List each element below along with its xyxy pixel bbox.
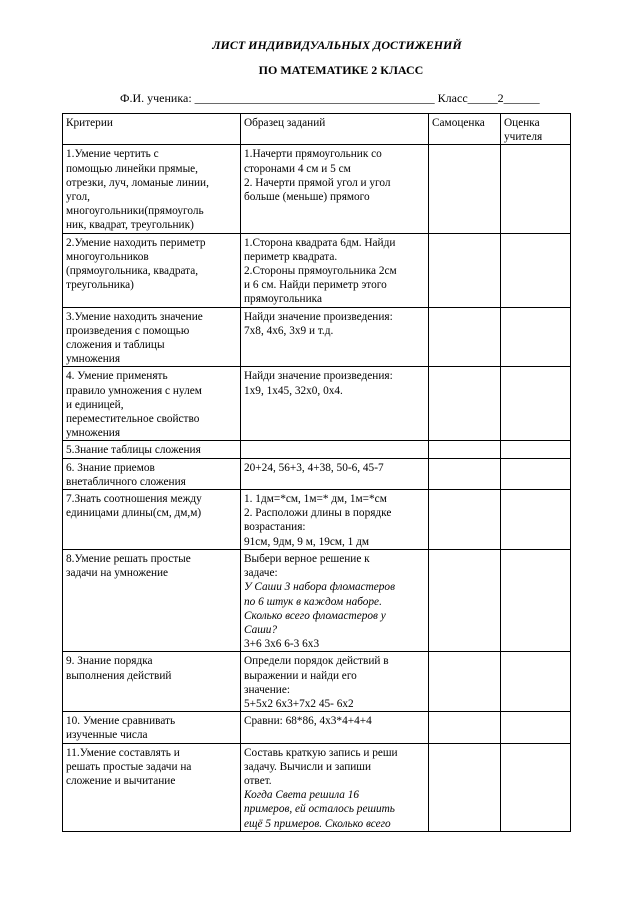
header-teacher-grade-line1: Оценка <box>504 117 540 129</box>
sample-task-text-line: задаче: <box>244 567 278 580</box>
self-assessment-cell[interactable] <box>429 233 501 307</box>
criteria-text-line: (прямоугольника, квадрата, <box>66 265 199 278</box>
self-assessment-cell[interactable] <box>429 145 501 233</box>
sample-task-cell <box>241 652 429 712</box>
criteria-text-line: и единицей, <box>66 398 124 411</box>
sample-task-cell <box>241 367 429 441</box>
criteria-text-line: 5.Знание таблицы сложения <box>66 444 201 457</box>
criteria-text-line: умножения <box>66 353 121 366</box>
document-title: ЛИСТ ИНДИВИДУАЛЬНЫХ ДОСТИЖЕНИЙ <box>212 38 462 52</box>
sample-task-text-line: 20+24, 56+3, 4+38, 50-6, 45-7 <box>244 461 384 474</box>
table-row <box>63 367 571 441</box>
criteria-cell <box>63 367 241 441</box>
criteria-text-line: 11.Умение составлять и <box>66 746 180 759</box>
sample-task-text-line: Когда Света решила 16 <box>244 789 360 802</box>
self-assessment-cell[interactable] <box>429 712 501 743</box>
criteria-text-line: 4. Умение применять <box>66 370 168 383</box>
sample-task-text-line: 3+6 3х6 6-3 6х3 <box>244 638 320 651</box>
table-header-row <box>63 114 571 145</box>
criteria-text-line: ник, квадрат, треугольник) <box>66 219 194 232</box>
sample-task-cell <box>241 490 429 550</box>
header-teacher-grade-line2: учителя <box>504 131 543 144</box>
table-row <box>63 233 571 307</box>
criteria-text-line: 3.Умение находить значение <box>66 310 203 323</box>
teacher-grade-cell[interactable] <box>501 145 571 233</box>
criteria-cell <box>63 743 241 831</box>
criteria-text-line: 8.Умение решать простые <box>66 552 191 565</box>
criteria-text-line: выполнения действий <box>66 669 172 682</box>
sample-task-cell <box>241 458 429 489</box>
sample-task-text-line: значение: <box>244 683 291 696</box>
sample-task-cell <box>241 743 429 831</box>
teacher-grade-cell[interactable] <box>501 743 571 831</box>
sample-task-text-line: примеров, ей осталось решить <box>244 803 395 816</box>
class-value[interactable]: 2 <box>497 91 504 105</box>
table-row <box>63 145 571 233</box>
class-field-blank-right: ______ <box>503 91 540 105</box>
criteria-text-line: помощью линейки прямые, <box>66 162 199 175</box>
criteria-text-line: внетабличного сложения <box>66 475 186 488</box>
sample-task-text-line: 1.Начерти прямоугольник со <box>244 148 382 161</box>
table-row <box>63 549 571 651</box>
table-row <box>63 458 571 489</box>
criteria-cell <box>63 549 241 651</box>
criteria-text-line: отрезки, луч, ломаные линии, <box>66 176 209 189</box>
self-assessment-cell[interactable] <box>429 307 501 367</box>
sample-task-text-line: сторонами 4 см и 5 см <box>244 162 351 175</box>
sample-task-text-line: периметр квадрата. <box>244 250 338 263</box>
criteria-text-line: 9. Знание порядка <box>66 655 153 668</box>
criteria-text-line: решать простые задачи на <box>66 760 192 773</box>
teacher-grade-cell[interactable] <box>501 652 571 712</box>
criteria-text-line: 6. Знание приемов <box>66 461 155 474</box>
sample-task-text-line: и 6 см. Найди периметр этого <box>244 279 387 292</box>
criteria-cell <box>63 233 241 307</box>
criteria-text-line: сложение и вычитание <box>66 774 176 787</box>
sample-task-cell <box>241 441 429 458</box>
criteria-text-line: треугольника) <box>66 279 134 292</box>
criteria-cell <box>63 307 241 367</box>
sample-task-text-line: Выбери верное решение к <box>244 552 370 565</box>
criteria-text-line: 2.Умение находить периметр <box>66 236 206 249</box>
criteria-cell <box>63 490 241 550</box>
criteria-text-line: сложения и таблицы <box>66 339 165 352</box>
teacher-grade-cell[interactable] <box>501 490 571 550</box>
sample-task-text-line: по 6 штук в каждом наборе. <box>244 595 382 608</box>
criteria-text-line: многоугольники(прямоуголь <box>66 205 204 218</box>
student-name-label: Ф.И. ученика: <box>120 91 192 105</box>
class-field-blank-left: _____ <box>467 91 498 105</box>
criteria-text-line: произведения с помощью <box>66 324 190 337</box>
criteria-text-line: единицами длины(см, дм,м) <box>66 507 202 520</box>
teacher-grade-cell[interactable] <box>501 307 571 367</box>
teacher-grade-cell[interactable] <box>501 549 571 651</box>
class-label: Класс <box>437 91 468 105</box>
sample-task-text-line: У Саши 3 набора фломастеров <box>244 581 395 594</box>
sample-task-text-line: Найди значение произведения: <box>244 310 393 323</box>
criteria-text-line: правило умножения с нулем <box>66 384 202 397</box>
student-name-field[interactable]: ________________________________________ <box>194 91 435 105</box>
table-body <box>63 145 571 831</box>
self-assessment-cell[interactable] <box>429 458 501 489</box>
criteria-text-line: 10. Умение сравнивать <box>66 715 176 728</box>
sample-task-text-line: 5+5х2 6х3+7х2 45- 6х2 <box>244 697 354 710</box>
sample-task-text-line: больше (меньше) прямого <box>244 191 370 204</box>
sample-task-text-line: Составь краткую запись и реши <box>244 746 398 759</box>
criteria-text-line: переместительное свойство <box>66 413 200 426</box>
sample-task-text-line: возрастания: <box>244 521 306 534</box>
table-row <box>63 743 571 831</box>
sample-task-cell <box>241 145 429 233</box>
criteria-cell <box>63 712 241 743</box>
header-criteria: Критерии <box>63 114 241 145</box>
sample-task-cell <box>241 233 429 307</box>
criteria-cell <box>63 145 241 233</box>
teacher-grade-cell[interactable] <box>501 367 571 441</box>
achievements-table <box>62 113 571 832</box>
teacher-grade-cell[interactable] <box>501 233 571 307</box>
sample-task-text-line: Саши? <box>244 623 278 636</box>
teacher-grade-cell[interactable] <box>501 712 571 743</box>
table-row <box>63 652 571 712</box>
sample-task-text-line: 1.Сторона квадрата 6дм. Найди <box>244 236 396 249</box>
criteria-text-line: умножения <box>66 427 121 440</box>
sample-task-text-line: 2. Начерти прямой угол и угол <box>244 176 391 189</box>
criteria-text-line: 7.Знать соотношения между <box>66 493 202 506</box>
criteria-cell <box>63 441 241 458</box>
sample-task-cell <box>241 307 429 367</box>
criteria-text-line: задачи на умножение <box>66 567 169 580</box>
table-row <box>63 490 571 550</box>
sample-task-text-line: 2. Расположи длины в порядке <box>244 507 392 520</box>
sample-task-text-line: Сколько всего фломастеров у <box>244 609 386 622</box>
sample-task-text-line: 7х8, 4х6, 3х9 и т.д. <box>244 324 334 337</box>
self-assessment-cell[interactable] <box>429 367 501 441</box>
table-row <box>63 712 571 743</box>
sample-task-text-line: Сравни: 68*86, 4х3*4+4+4 <box>244 715 372 728</box>
criteria-text-line: многоугольников <box>66 250 149 263</box>
sample-task-text-line: 91см, 9дм, 9 м, 19см, 1 дм <box>244 535 370 548</box>
document-subtitle: ПО МАТЕМАТИКЕ 2 КЛАСС <box>258 63 424 77</box>
self-assessment-cell[interactable] <box>429 490 501 550</box>
self-assessment-cell[interactable] <box>429 441 501 458</box>
header-sample-tasks: Образец заданий <box>241 114 429 145</box>
self-assessment-cell[interactable] <box>429 652 501 712</box>
criteria-cell <box>63 652 241 712</box>
sample-task-text-line: 2.Стороны прямоугольника 2см <box>244 265 397 278</box>
student-info-line <box>120 91 540 106</box>
header-teacher-grade <box>501 114 571 145</box>
header-self-assessment: Самоценка <box>429 114 501 145</box>
criteria-cell <box>63 458 241 489</box>
criteria-text-line: изученные числа <box>66 729 148 742</box>
sample-task-text-line: ещё 5 примеров. Сколько всего <box>244 817 391 830</box>
sample-task-text-line: выражении и найди его <box>244 669 357 682</box>
teacher-grade-cell[interactable] <box>501 441 571 458</box>
criteria-text-line: 1.Умение чертить с <box>66 148 159 161</box>
criteria-text-line: угол, <box>66 191 90 204</box>
sample-task-cell <box>241 712 429 743</box>
teacher-grade-cell[interactable] <box>501 458 571 489</box>
sample-task-text-line: задачу. Вычисли и запиши <box>244 760 372 773</box>
table-row <box>63 307 571 367</box>
sample-task-cell <box>241 549 429 651</box>
self-assessment-cell[interactable] <box>429 549 501 651</box>
sample-task-text-line: Найди значение произведения: <box>244 370 393 383</box>
self-assessment-cell[interactable] <box>429 743 501 831</box>
sample-task-text-line: 1. 1дм=*см, 1м=* дм, 1м=*см <box>244 493 387 506</box>
sample-task-text-line: 1х9, 1х45, 32х0, 0х4. <box>244 384 343 397</box>
sample-task-text-line: Определи порядок действий в <box>244 655 389 668</box>
sample-task-text-line: ответ. <box>244 774 272 787</box>
sample-task-text-line: прямоугольника <box>244 293 322 306</box>
table-row <box>63 441 571 458</box>
